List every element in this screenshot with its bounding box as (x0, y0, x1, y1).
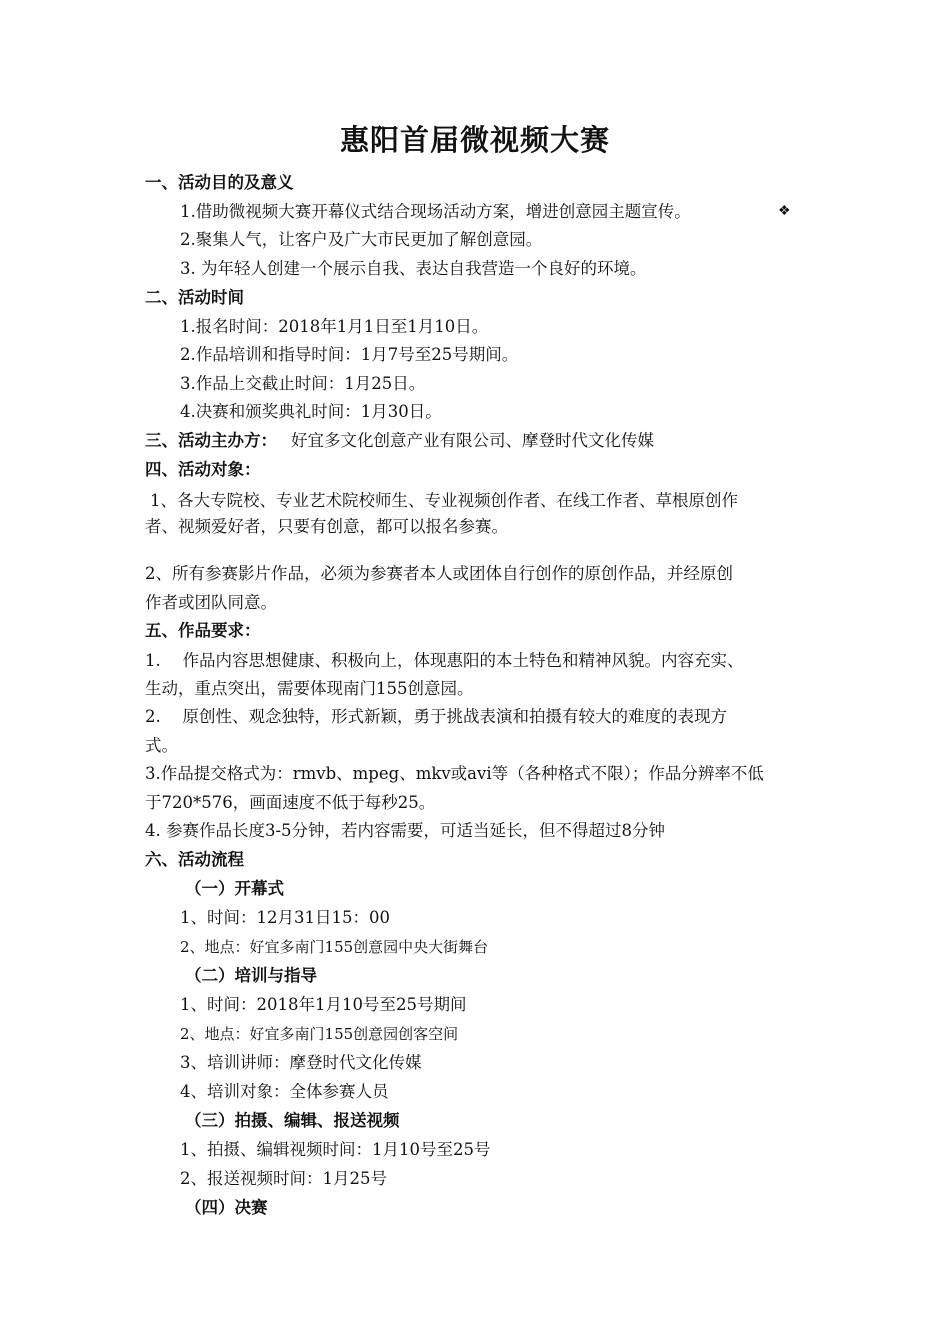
subheading-final: （四）决赛 (185, 1198, 268, 1217)
section-heading-organizer: 三、活动主办方： (145, 431, 277, 450)
document-title: 惠阳首届微视频大赛 (339, 123, 610, 157)
audience-p2-line2: 作者或团队同意。 (145, 593, 277, 612)
training-item-3: 3、培训讲师：摩登时代文化传媒 (180, 1053, 422, 1072)
requirement-line-4: 式。 (145, 736, 178, 755)
training-item-1: 1、时间：2018年1月10号至25号期间 (180, 995, 467, 1014)
purpose-item-3: 3. 为年轻人创建一个展示自我、表达自我营造一个良好的环境。 (180, 259, 647, 278)
requirement-line-2: 生动，重点突出，需要体现南门155创意园。 (145, 679, 474, 698)
subheading-shooting: （三）拍摄、编辑、报送视频 (185, 1111, 400, 1130)
opening-item-2: 2、地点：好宜多南门155创意园中央大街舞台 (180, 938, 489, 956)
time-item-2: 2.作品培训和指导时间：1月7号至25号期间。 (180, 345, 519, 364)
training-item-2: 2、地点：好宜多南门155创意园创客空间 (180, 1025, 459, 1043)
audience-p1-line2: 者、视频爱好者，只要有创意，都可以报名参赛。 (145, 517, 508, 536)
section-heading-process: 六、活动流程 (145, 850, 244, 869)
purpose-item-1: 1.借助微视频大赛开幕仪式结合现场活动方案，增进创意园主题宣传。 (180, 202, 691, 221)
audience-p2-line1: 2、所有参赛影片作品，必须为参赛者本人或团体自行创作的原创作品，并经原创 (145, 564, 733, 583)
purpose-item-2: 2.聚集人气，让客户及广大市民更加了解创意园。 (180, 230, 543, 249)
time-item-3: 3.作品上交截止时间：1月25日。 (180, 374, 426, 393)
time-item-4: 4.决赛和颁奖典礼时间：1月30日。 (180, 402, 442, 421)
organizer-line (145, 430, 654, 452)
training-item-4: 4、培训对象：全体参赛人员 (180, 1082, 389, 1101)
subheading-training: （二）培训与指导 (185, 966, 317, 985)
subheading-opening: （一）开幕式 (185, 879, 284, 898)
section-heading-time: 二、活动时间 (145, 288, 244, 307)
requirement-line-3: 2. 原创性、观念独特，形式新颖，勇于挑战表演和拍摄有较大的难度的表现方 (145, 707, 727, 726)
section-heading-purpose: 一、活动目的及意义 (145, 173, 294, 192)
requirement-line-5: 3.作品提交格式为：rmvb、mpeg、mkv或avi等（各种格式不限）；作品分辨率不低 (145, 764, 764, 783)
opening-item-1: 1、时间：12月31日15：00 (180, 908, 390, 927)
time-item-1: 1.报名时间：2018年1月1日至1月10日。 (180, 317, 489, 336)
diamond-bullet-icon: ❖ (778, 203, 791, 219)
audience-p1-line1: 1、各大专院校、专业艺术院校师生、专业视频创作者、在线工作者、草根原创作 (150, 491, 738, 510)
organizer-value: 好宜多文化创意产业有限公司、摩登时代文化传媒 (291, 431, 654, 450)
section-heading-audience: 四、活动对象： (145, 460, 261, 479)
requirement-line-6: 于720*576，画面速度不低于每秒25。 (145, 793, 436, 812)
requirement-line-7: 4. 参赛作品长度3-5分钟，若内容需要，可适当延长，但不得超过8分钟 (145, 821, 666, 840)
shooting-item-2: 2、报送视频时间：1月25号 (180, 1169, 387, 1188)
section-heading-requirements: 五、作品要求： (145, 621, 261, 640)
requirement-line-1: 1. 作品内容思想健康、积极向上，体现惠阳的本土特色和精神风貌。内容充实、 (145, 651, 744, 670)
shooting-item-1: 1、拍摄、编辑视频时间：1月10号至25号 (180, 1140, 491, 1159)
